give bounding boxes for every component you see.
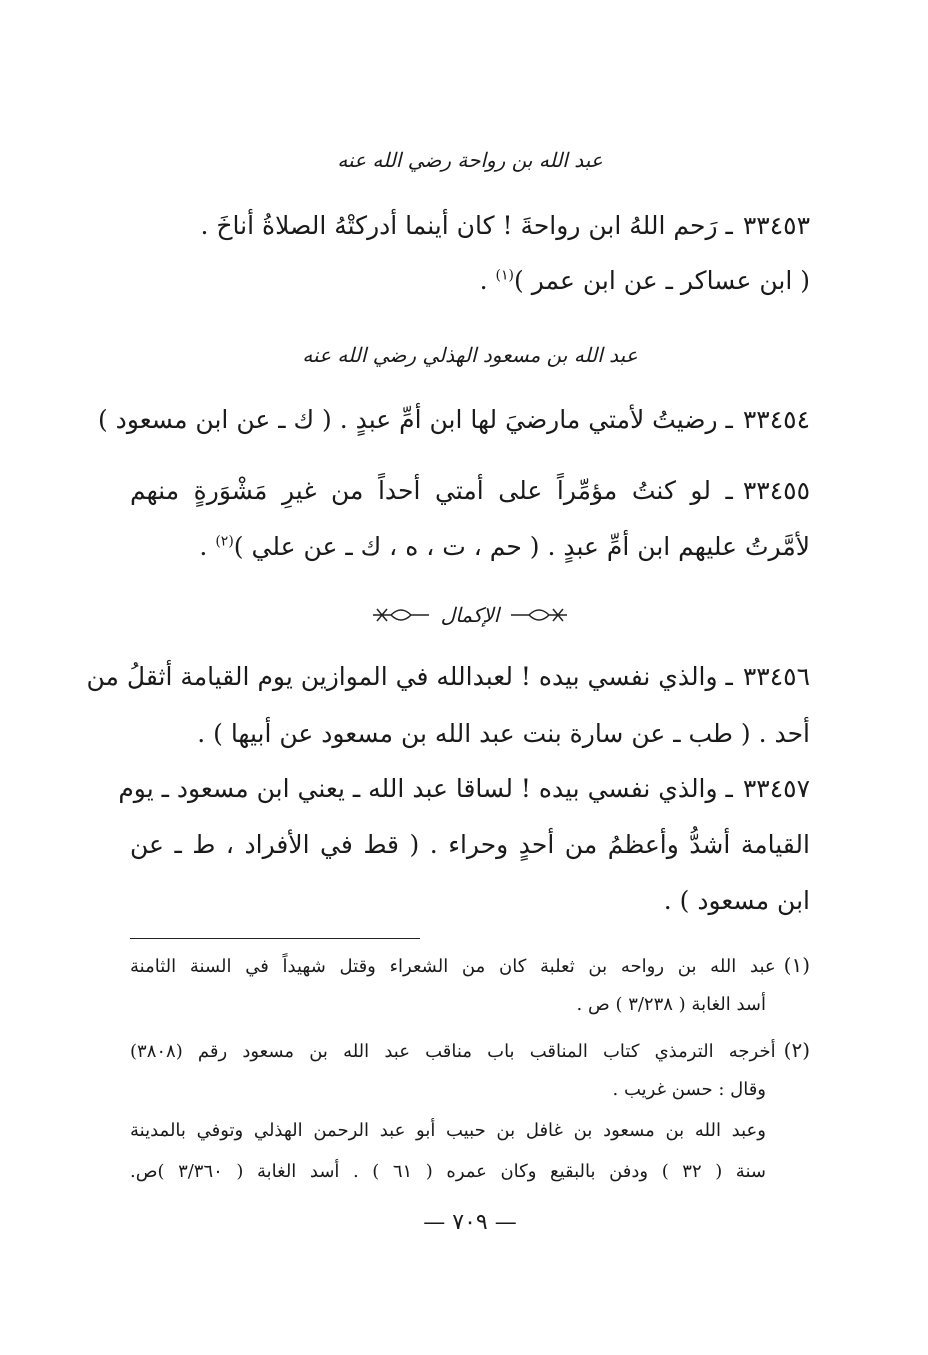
section-heading-ibn-masud: عبد الله بن مسعود الهذلي رضي الله عنه <box>302 343 638 367</box>
entry-number: ٣٣٤٥٦ <box>742 662 810 691</box>
entry-text: ابن مسعود ) . <box>663 886 810 915</box>
entry-number: ٣٣٤٥٣ <box>742 211 810 240</box>
section-heading-ibn-rawaha: عبد الله بن رواحة رضي الله عنه <box>337 148 603 172</box>
footnote-text: وقال : حسن غريب . <box>612 1079 766 1100</box>
ikmal-ornament <box>130 600 810 630</box>
entry-number: ٣٣٤٥٧ <box>742 774 810 803</box>
entry-text: ـ والذي نفسي بيده ! لساقا عبد الله ـ يعني ابن مسعود ـ يوم <box>118 774 733 803</box>
footnote-ref-2: (٢) <box>215 533 234 550</box>
footnote-mark: (١) <box>783 953 810 977</box>
footnote-mark: (٢) <box>783 1038 810 1062</box>
entry-text: لأمَّرتُ عليهم ابن أمِّ عبدٍ . ( حم ، ت ، ه ، ك ـ عن علي ) <box>233 532 810 561</box>
footnote-text: أخرجه الترمذي كتاب المناقب باب مناقب عبد الله بن مسعود رقم (٣٨٠٨) <box>130 1041 776 1062</box>
ornament-left-icon <box>509 605 569 625</box>
entry-33456-line-1 <box>86 662 810 691</box>
ornament-title: الإكمال <box>440 603 500 627</box>
footnote-1-line-2 <box>130 996 810 1014</box>
footnote-text: عبد الله بن رواحه بن ثعلبة كان من الشعراء وقتل شهيداً في السنة الثامنة <box>130 956 776 977</box>
entry-33457-line-1 <box>118 774 810 803</box>
entry-33453-line-2: ( ابن عساكر ـ عن ابن عمر )$^{(١)}$ . <box>479 266 810 295</box>
entry-33456-line-2 <box>130 721 810 746</box>
footnote-text: وعبد الله بن مسعود بن غافل بن حبيب أبو عبد الرحمن الهذلي وتوفي بالمدينة <box>130 1120 766 1141</box>
footnote-2-line-1 <box>130 1040 810 1061</box>
entry-33457-line-2 <box>130 832 810 857</box>
footnote-ref-1: (١) <box>495 267 515 284</box>
entry-source: ( ابن عساكر ـ عن ابن عمر ) <box>514 266 810 295</box>
entry-33454-line-1 <box>97 405 810 434</box>
footnote-2-line-4 <box>130 1163 810 1181</box>
entry-text: ـ والذي نفسي بيده ! لعبدالله في الموازين يوم القيامة أثقلُ من <box>86 662 733 691</box>
ornament-right-icon <box>371 605 431 625</box>
entry-33455-line-2: لأمَّرتُ عليهم ابن أمِّ عبدٍ . ( حم ، ت ، ه ، ك ـ عن علي )$^{(٢)}$ . <box>199 532 810 561</box>
entry-33457-line-3 <box>130 888 810 913</box>
entry-text: ـ لو كنتُ مؤمِّراً على أمتي أحداً من غيرِ مَشْوَرةٍ منهم <box>130 476 733 505</box>
entry-number: ٣٣٤٥٤ <box>742 405 810 434</box>
entry-text: ـ رَحم اللهُ ابن رواحةَ ! كان أينما أدركتْهُ الصلاةُ أناخَ . <box>200 211 733 240</box>
document-page <box>86 0 810 1355</box>
entry-number: ٣٣٤٥٥ <box>742 476 810 505</box>
entry-text: القيامة أشدُّ وأعظمُ من أحدٍ وحراء . ( قط في الأفراد ، ط ـ عن <box>130 830 810 859</box>
footnote-2-line-3 <box>130 1122 810 1140</box>
footnote-separator <box>130 938 420 939</box>
entry-33455-line-1 <box>130 478 810 503</box>
footnote-2-line-2 <box>130 1081 810 1099</box>
footnote-text: سنة ( ٣٢ ) ودفن بالبقيع وكان عمره ( ٦١ ) . أسد الغابة ( ٣/٣٦٠ )ص. <box>130 1161 766 1182</box>
entry-33453-line-1 <box>130 213 810 238</box>
entry-text: أحد . ( طب ـ عن سارة بنت عبد الله بن مسعود عن أبيها ) . <box>197 719 810 748</box>
footnote-text: أسد الغابة ( ٣/٢٣٨ ) ص . <box>576 994 766 1015</box>
footnote-1-line-1 <box>130 955 810 976</box>
entry-text: ـ رضيتُ لأمتي مارضيَ لها ابن أمِّ عبدٍ . ( ك ـ عن ابن مسعود ) <box>97 405 733 434</box>
page-number: — ٧٠٩ — <box>423 1210 517 1235</box>
